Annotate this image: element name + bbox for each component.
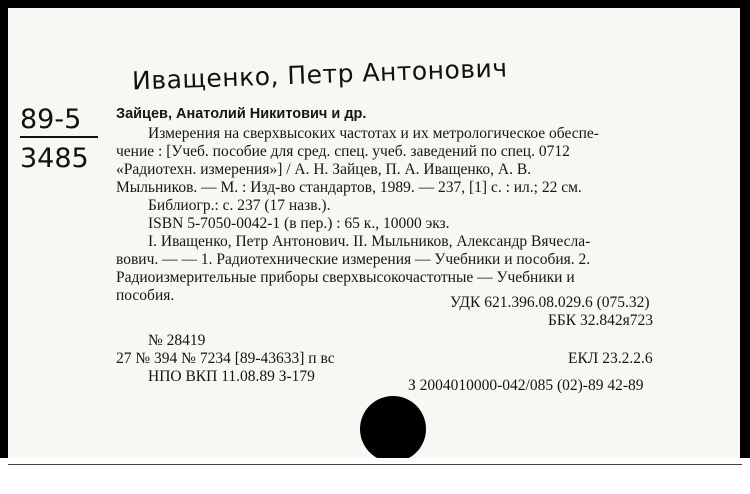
udk-code: УДК 621.396.08.029.6 (075.32)	[450, 294, 650, 311]
handwritten-code-bottom: 3485	[20, 143, 89, 174]
entry-line: ISBN 5-7050-0042-1 (в пер.) : 65 к., 10000 экз.	[148, 215, 450, 232]
author-heading: Зайцев, Анатолий Никитович и др.	[116, 106, 367, 122]
entry-line: Радиоизмерительные приборы сверхвысокочастотные — Учебники и	[116, 269, 575, 286]
entry-line: Мыльников. — М. : Изд-во стандартов, 1989. — 237, [1] с. : ил.; 22 см.	[116, 179, 582, 196]
ekl-code: ЕКЛ 23.2.2.6	[568, 350, 653, 367]
publisher-line: НПО ВКП 11.08.89 З-179	[148, 368, 315, 385]
handwritten-underline	[20, 136, 98, 138]
handwritten-name: Иващенко, Петр Антонович	[131, 53, 508, 96]
bbk-code: ББК 32.842я723	[548, 312, 654, 329]
entry-line: вович. — — 1. Радиотехнические измерения — Учебники и пособия. 2.	[116, 251, 591, 268]
entry-line: чение : [Учеб. пособие для сред. спец. учеб. заведений по спец. 0712	[116, 143, 570, 160]
entry-line: Библиогр.: с. 237 (17 назв.).	[148, 197, 331, 214]
catalog-card	[8, 8, 740, 460]
card-number: № 28419	[148, 332, 206, 349]
entry-line: I. Иващенко, Петр Антонович. II. Мыльников, Александр Вячесла-	[148, 233, 591, 250]
entry-line: пособия.	[116, 287, 175, 304]
entry-line: «Радиотехн. измерения»] / А. Н. Зайцев, П. А. Иващенко, А. В.	[116, 161, 532, 178]
price-code: З 2004010000-042/085 (02)-89 42-89	[408, 377, 644, 394]
punch-hole	[360, 396, 426, 460]
entry-line: Измерения на сверхвысоких частотах и их метрологическое обеспе-	[148, 125, 599, 142]
bottom-strip	[0, 458, 750, 494]
order-line: 27 № 394 № 7234 [89-43633] п вс	[116, 350, 335, 367]
handwritten-code-top: 89-5	[20, 104, 82, 135]
bottom-rule	[8, 464, 742, 465]
